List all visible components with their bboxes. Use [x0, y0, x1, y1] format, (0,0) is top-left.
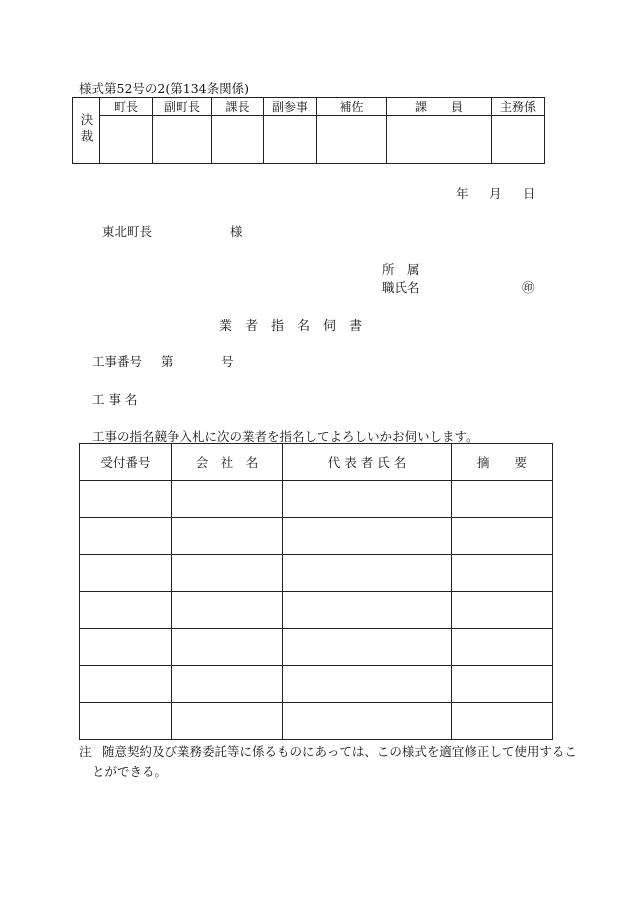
approval-seal-cell[interactable] — [264, 116, 317, 164]
vendor-cell-company-name[interactable] — [172, 666, 283, 703]
vendor-cell-company-name[interactable] — [172, 629, 283, 666]
vendor-table — [79, 443, 553, 740]
note-label: 注 — [79, 744, 92, 759]
requester-dept-label: 所 属 — [382, 262, 420, 277]
vendor-cell-reception-number[interactable] — [80, 666, 172, 703]
vendor-cell-representative[interactable] — [283, 666, 452, 703]
approval-label: 決裁 — [79, 112, 94, 146]
approval-header-lead-clerk: 主務係 — [492, 98, 545, 116]
vendor-cell-company-name[interactable] — [172, 518, 283, 555]
date-year: 年 — [456, 186, 469, 201]
vendor-cell-representative[interactable] — [283, 518, 452, 555]
approval-header-assistant: 補佐 — [317, 98, 387, 116]
vendor-header-company-name: 会 社 名 — [172, 444, 283, 481]
approval-header-staff: 課 員 — [387, 98, 492, 116]
vendor-cell-reception-number[interactable] — [80, 555, 172, 592]
approval-header-section-chief: 課長 — [212, 98, 264, 116]
vendor-cell-remarks[interactable] — [452, 555, 553, 592]
vendor-cell-representative[interactable] — [283, 481, 452, 518]
form-number: 様式第52号の2(第134条関係) — [79, 81, 249, 96]
approval-seal-cell[interactable] — [100, 116, 153, 164]
vendor-cell-representative[interactable] — [283, 703, 452, 740]
approval-seal-cell[interactable] — [492, 116, 545, 164]
vendor-cell-remarks[interactable] — [452, 703, 553, 740]
note-line-2: とができる。 — [92, 764, 168, 779]
document-title: 業 者 指 名 伺 書 — [219, 319, 363, 334]
addressee-name: 東北町長 — [102, 224, 153, 239]
approval-label-cell — [73, 98, 100, 164]
vendor-cell-reception-number[interactable] — [80, 518, 172, 555]
vendor-cell-remarks[interactable] — [452, 592, 553, 629]
approval-seal-cell[interactable] — [387, 116, 492, 164]
date-month: 月 — [489, 186, 502, 201]
vendor-header-remarks: 摘 要 — [452, 444, 553, 481]
date-day: 日 — [523, 186, 536, 201]
vendor-cell-reception-number[interactable] — [80, 481, 172, 518]
approval-seal-cell[interactable] — [317, 116, 387, 164]
request-text: 工事の指名競争入札に次の業者を指名してよろしいかお伺いします。 — [92, 429, 479, 444]
work-name-label: 工 事 名 — [92, 392, 138, 407]
approval-header-mayor: 町長 — [100, 98, 153, 116]
work-number-prefix: 第 — [161, 354, 174, 369]
vendor-row — [80, 592, 553, 629]
vendor-cell-representative[interactable] — [283, 555, 452, 592]
vendor-cell-remarks[interactable] — [452, 481, 553, 518]
vendor-cell-remarks[interactable] — [452, 518, 553, 555]
approval-seal-cell[interactable] — [212, 116, 264, 164]
requester-name-label: 職氏名 — [382, 280, 420, 295]
vendor-header-reception-number: 受付番号 — [80, 444, 172, 481]
note-line-1: 随意契約及び業務委託等に係るものにあっては、この様式を適宜修正して使用するこ — [102, 744, 577, 759]
approval-header-deputy-counselor: 副参事 — [264, 98, 317, 116]
vendor-row — [80, 555, 553, 592]
vendor-header-representative: 代 表 者 氏 名 — [283, 444, 452, 481]
vendor-cell-company-name[interactable] — [172, 703, 283, 740]
vendor-cell-remarks[interactable] — [452, 666, 553, 703]
vendor-cell-company-name[interactable] — [172, 481, 283, 518]
vendor-row — [80, 518, 553, 555]
approval-seal-cell[interactable] — [153, 116, 212, 164]
vendor-row — [80, 629, 553, 666]
addressee-honorific: 様 — [230, 224, 243, 239]
vendor-row — [80, 481, 553, 518]
vendor-cell-remarks[interactable] — [452, 629, 553, 666]
work-number-suffix: 号 — [221, 354, 234, 369]
vendor-cell-representative[interactable] — [283, 592, 452, 629]
vendor-cell-reception-number[interactable] — [80, 629, 172, 666]
vendor-cell-reception-number[interactable] — [80, 703, 172, 740]
seal-mark: ㊞ — [522, 280, 535, 295]
vendor-row — [80, 703, 553, 740]
work-number-label: 工事番号 — [92, 354, 143, 369]
vendor-cell-reception-number[interactable] — [80, 592, 172, 629]
vendor-cell-representative[interactable] — [283, 629, 452, 666]
approval-table — [72, 97, 545, 164]
approval-header-deputy-mayor: 副町長 — [153, 98, 212, 116]
vendor-cell-company-name[interactable] — [172, 592, 283, 629]
vendor-cell-company-name[interactable] — [172, 555, 283, 592]
vendor-row — [80, 666, 553, 703]
